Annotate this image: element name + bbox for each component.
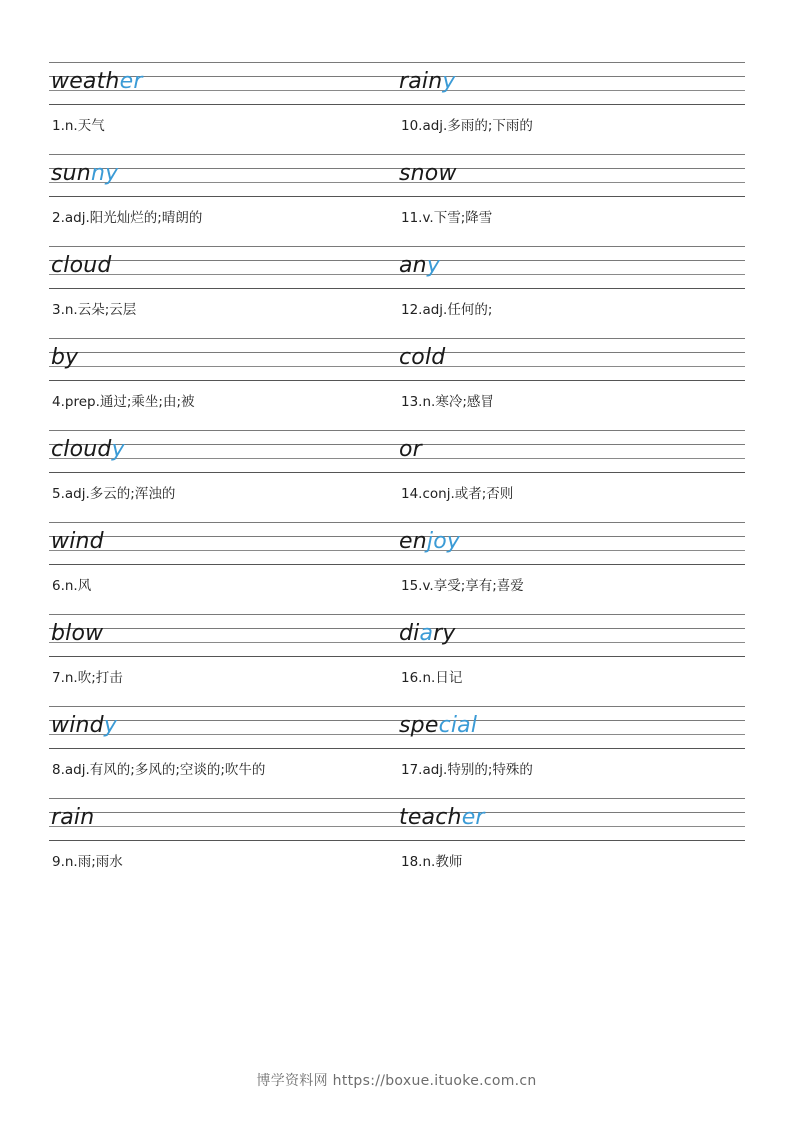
ruled-line — [49, 748, 745, 749]
four-line-grid — [49, 338, 745, 382]
ruled-line — [49, 656, 745, 657]
word-highlight-part: ny — [90, 161, 119, 186]
ruled-line — [49, 840, 745, 841]
word-plain-part: or — [399, 437, 422, 462]
vocab-row — [49, 614, 745, 706]
word-plain-part: cold — [399, 345, 446, 370]
word-plain-part: di — [399, 621, 420, 646]
word-definition: 5.adj.多云的;浑浊的 — [52, 486, 176, 502]
vocab-word — [399, 436, 422, 464]
word-highlight-part: joy — [426, 529, 461, 554]
four-line-grid — [49, 706, 745, 750]
ruled-line — [49, 274, 745, 275]
vocab-row — [49, 798, 745, 890]
word-definition: 11.v.下雪;降雪 — [401, 210, 493, 226]
word-plain-part: cloud — [51, 253, 112, 278]
word-plain-part: blow — [51, 621, 104, 646]
ruled-line — [49, 614, 745, 615]
vocab-row — [49, 706, 745, 798]
word-plain-part: teach — [399, 805, 462, 830]
vocab-word — [51, 344, 78, 372]
word-plain-part: by — [51, 345, 79, 370]
vocab-word — [51, 160, 118, 188]
four-line-grid — [49, 798, 745, 842]
ruled-line — [49, 706, 745, 707]
ruled-line — [49, 196, 745, 197]
ruled-line — [49, 550, 745, 551]
word-definition: 13.n.寒冷;感冒 — [401, 394, 494, 410]
word-definition: 2.adj.阳光灿烂的;晴朗的 — [52, 210, 203, 226]
word-highlight-part: er — [461, 805, 485, 830]
four-line-grid — [49, 154, 745, 198]
word-plain-part: rain — [51, 805, 95, 830]
word-plain-part: wind — [51, 713, 104, 738]
vocab-word — [399, 804, 485, 832]
word-plain-part: en — [399, 529, 427, 554]
ruled-line — [49, 366, 745, 367]
ruled-line — [49, 472, 745, 473]
ruled-line — [49, 380, 745, 381]
vocab-row — [49, 430, 745, 522]
word-highlight-part: y — [426, 253, 441, 278]
vocab-row — [49, 62, 745, 154]
word-plain-part: spe — [399, 713, 439, 738]
ruled-line — [49, 444, 745, 445]
ruled-line — [49, 62, 745, 63]
ruled-line — [49, 168, 745, 169]
word-plain-part: snow — [399, 161, 457, 186]
word-plain-part: weath — [51, 69, 120, 94]
word-definition: 10.adj.多雨的;下雨的 — [401, 118, 533, 134]
ruled-line — [49, 288, 745, 289]
vocab-word — [399, 160, 457, 188]
ruled-line — [49, 734, 745, 735]
vocab-word — [399, 344, 445, 372]
vocab-word — [51, 528, 104, 556]
four-line-grid — [49, 430, 745, 474]
vocab-word — [51, 620, 103, 648]
vocab-word — [51, 804, 94, 832]
word-plain-part: rain — [399, 69, 443, 94]
ruled-line — [49, 720, 745, 721]
word-highlight-part: a — [419, 621, 434, 646]
ruled-line — [49, 246, 745, 247]
word-highlight-part: y — [103, 713, 118, 738]
footer-watermark: 博学资料网 https://boxue.ituoke.com.cn — [256, 1073, 537, 1089]
ruled-line — [49, 798, 745, 799]
word-plain-part: sun — [51, 161, 91, 186]
word-definition: 12.adj.任何的; — [401, 302, 493, 318]
ruled-line — [49, 628, 745, 629]
vocab-word — [399, 712, 477, 740]
four-line-grid — [49, 62, 745, 106]
vocab-row — [49, 246, 745, 338]
ruled-line — [49, 826, 745, 827]
vocabulary-sheet — [49, 62, 745, 890]
word-highlight-part: y — [111, 437, 125, 462]
word-definition: 7.n.吹;打击 — [52, 670, 123, 686]
ruled-line — [49, 458, 745, 459]
ruled-line — [49, 430, 745, 431]
ruled-line — [49, 104, 745, 105]
ruled-line — [49, 338, 745, 339]
ruled-line — [49, 260, 745, 261]
vocab-row — [49, 338, 745, 430]
vocab-word — [399, 68, 456, 96]
vocab-word — [399, 252, 440, 280]
word-definition: 3.n.云朵;云层 — [52, 302, 137, 318]
word-highlight-part: cial — [438, 713, 478, 738]
vocab-row — [49, 522, 745, 614]
vocab-word — [399, 620, 456, 648]
word-definition: 15.v.享受;享有;喜爱 — [401, 578, 524, 594]
ruled-line — [49, 564, 745, 565]
vocab-word — [51, 712, 117, 740]
ruled-line — [49, 536, 745, 537]
word-highlight-part: er — [119, 69, 143, 94]
word-definition: 6.n.风 — [52, 578, 92, 594]
word-plain-part: ry — [433, 621, 456, 646]
vocab-word — [51, 68, 143, 96]
four-line-grid — [49, 522, 745, 566]
vocab-row — [49, 154, 745, 246]
word-definition: 14.conj.或者;否则 — [401, 486, 514, 502]
ruled-line — [49, 522, 745, 523]
ruled-line — [49, 642, 745, 643]
ruled-line — [49, 90, 745, 91]
word-plain-part: an — [399, 253, 427, 278]
word-plain-part: wind — [51, 529, 104, 554]
ruled-line — [49, 352, 745, 353]
word-highlight-part: y — [442, 69, 456, 94]
word-definition: 9.n.雨;雨水 — [52, 854, 123, 870]
word-plain-part: cloud — [51, 437, 112, 462]
word-definition: 8.adj.有风的;多风的;空谈的;吹牛的 — [52, 762, 266, 778]
vocab-word — [51, 436, 125, 464]
word-definition: 4.prep.通过;乘坐;由;被 — [52, 394, 195, 410]
ruled-line — [49, 76, 745, 77]
word-definition: 16.n.日记 — [401, 670, 463, 686]
word-definition: 18.n.教师 — [401, 854, 463, 870]
vocab-word — [399, 528, 460, 556]
ruled-line — [49, 812, 745, 813]
ruled-line — [49, 154, 745, 155]
four-line-grid — [49, 614, 745, 658]
ruled-line — [49, 182, 745, 183]
word-definition: 1.n.天气 — [52, 118, 105, 134]
four-line-grid — [49, 246, 745, 290]
word-definition: 17.adj.特别的;特殊的 — [401, 762, 533, 778]
vocab-word — [51, 252, 112, 280]
